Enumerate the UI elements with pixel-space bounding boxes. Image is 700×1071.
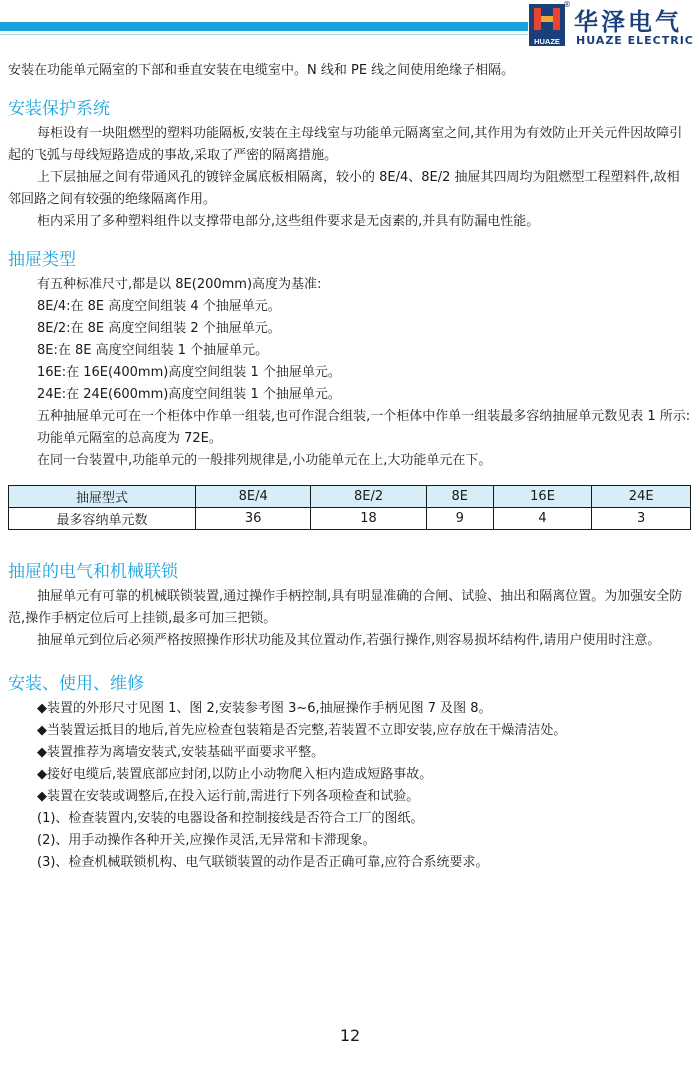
bullet-item: ◆装置推荐为离墙安装式,安装基础平面要求平整。 — [37, 745, 325, 760]
table-cell: 18 — [311, 508, 426, 530]
svg-text:HUAZE: HUAZE — [534, 37, 560, 46]
bullet-item: ◆装置在安装或调整后,在投入运行前,需进行下列各项检查和试验。 — [37, 789, 420, 804]
list-line: 16E:在 16E(400mm)高度空间组装 1 个抽屉单元。 — [37, 365, 341, 380]
huaze-logo — [529, 4, 565, 46]
intro-text: 安装在功能单元隔室的下部和垂直安装在电缆室中。N 线和 PE 线之间使用绝缘子相隔。 — [8, 63, 515, 78]
brand-name-cn: 华泽电气 — [574, 8, 682, 36]
table-header-cell: 8E/2 — [311, 486, 426, 508]
table-header-cell: 8E/4 — [196, 486, 311, 508]
table-header-cell: 8E — [426, 486, 493, 508]
brand-name-en: HUAZE ELECTRIC — [576, 34, 694, 47]
list-line: 在同一台装置中,功能单元的一般排列规律是,小功能单元在上,大功能单元在下。 — [37, 453, 492, 468]
table-header-label: 抽屉型式 — [9, 486, 196, 508]
table-cell: 9 — [426, 508, 493, 530]
paragraph: 上下层抽屉之间有带通风孔的镀锌金属底板相隔离，较小的 8E/4、8E/2 抽屉其四周均为阻燃型工程塑料件,故相邻回路之间有较强的绝缘隔离作用。 — [8, 170, 680, 207]
table-header-cell: 16E — [493, 486, 592, 508]
section-title-protection: 安装保护系统 — [8, 99, 110, 119]
table-header-row — [9, 486, 691, 508]
table-row-label: 最多容纳单元数 — [9, 508, 196, 530]
header-accent-line — [0, 34, 528, 35]
table-cell: 3 — [592, 508, 691, 530]
table-cell: 36 — [196, 508, 311, 530]
bullet-item: ◆装置的外形尺寸见图 1、图 2,安装参考图 3~6,抽屉操作手柄见图 7 及图 8。 — [37, 701, 492, 716]
page-number: 12 — [339, 1026, 361, 1045]
table-header-cell: 24E — [592, 486, 691, 508]
list-line: 24E:在 24E(600mm)高度空间组装 1 个抽屉单元。 — [37, 387, 341, 402]
table-cell: 4 — [493, 508, 592, 530]
page-content — [8, 60, 692, 874]
section-title-install: 安装、使用、维修 — [8, 674, 144, 694]
list-line: 8E/2:在 8E 高度空间组装 2 个抽屉单元。 — [37, 321, 281, 336]
list-line: 8E/4:在 8E 高度空间组装 4 个抽屉单元。 — [37, 299, 281, 314]
drawer-capacity-table — [8, 485, 691, 530]
list-line: 功能单元隔室的总高度为 72E。 — [37, 431, 222, 446]
numbered-item: (1)、检查装置内,安装的电器设备和控制接线是否符合工厂的图纸。 — [37, 811, 424, 826]
table-row — [9, 508, 691, 530]
numbered-item: (3)、检查机械联锁机构、电气联锁装置的动作是否正确可靠,应符合系统要求。 — [37, 855, 489, 870]
section-title-drawer-types: 抽屉类型 — [8, 250, 76, 270]
paragraph: 抽屉单元有可靠的机械联锁装置,通过操作手柄控制,具有明显准确的合闸、试验、抽出和隔离位置。为加强安全防范,操作手柄定位后可上挂锁,最多可加三把锁。 — [8, 589, 683, 626]
paragraph: 每柜设有一块阻燃型的塑料功能隔板,安装在主母线室与功能单元隔离室之间,其作用为有效防止开关元件因故障引起的飞弧与母线短路造成的事故,采取了严密的隔离措施。 — [8, 126, 683, 163]
registered-mark: ® — [563, 0, 571, 9]
paragraph: 柜内采用了多种塑料组件以支撑带电部分,这些组件要求是无卤素的,并具有防漏电性能。 — [37, 214, 540, 229]
paragraph: 抽屉单元到位后必须严格按照操作形状功能及其位置动作,若强行操作,则容易损坏结构件,请用户使用时注意。 — [37, 633, 661, 648]
header-accent-bar — [0, 22, 528, 31]
bullet-item: ◆接好电缆后,装置底部应封闭,以防止小动物爬入柜内造成短路事故。 — [37, 767, 433, 782]
list-line: 有五种标准尺寸,都是以 8E(200mm)高度为基准: — [37, 277, 322, 292]
section-title-interlock: 抽屉的电气和机械联锁 — [8, 562, 178, 582]
numbered-item: (2)、用手动操作各种开关,应操作灵活,无异常和卡滞现象。 — [37, 833, 376, 848]
paragraph: 五种抽屉单元可在一个柜体中作单一组装,也可作混合组装,一个柜体中作单一组装最多容纳抽屉单元数见表 1 所示: — [37, 409, 691, 424]
bullet-item: ◆当装置运抵目的地后,首先应检查包装箱是否完整,若装置不立即安装,应存放在干燥清洁处。 — [37, 723, 567, 738]
list-line: 8E:在 8E 高度空间组装 1 个抽屉单元。 — [37, 343, 269, 358]
